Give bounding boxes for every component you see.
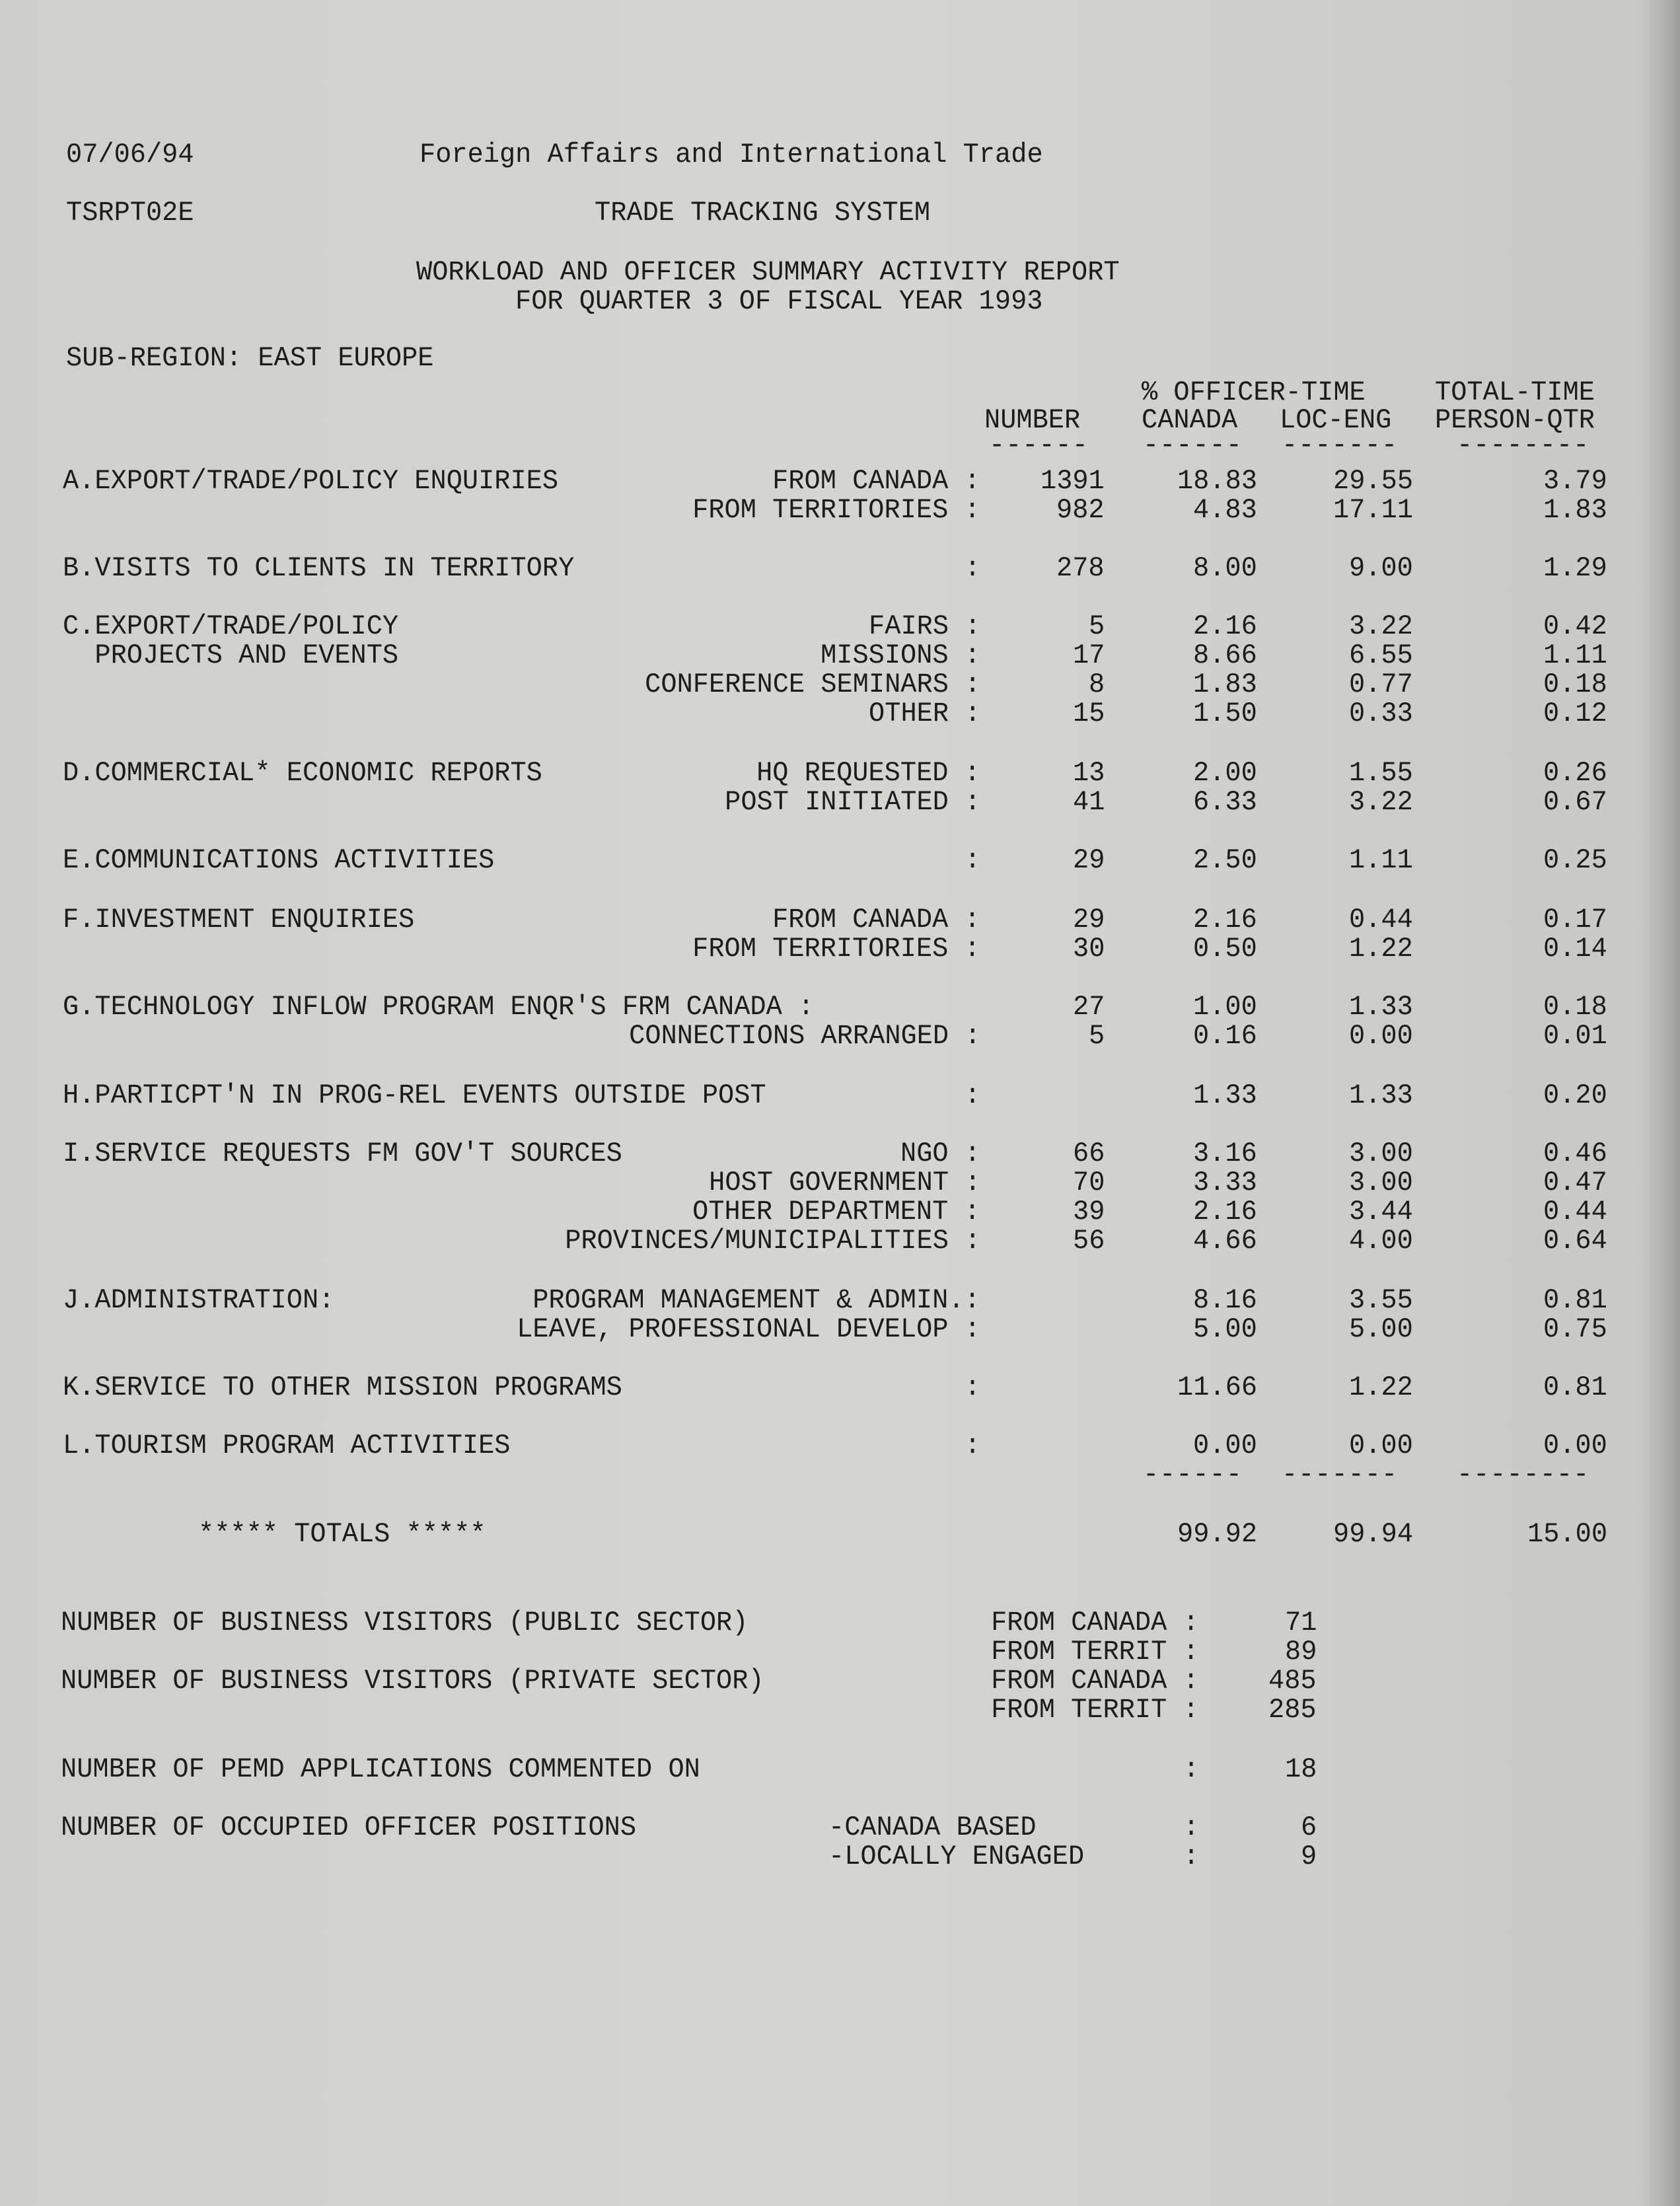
row-canada-pct: 1.00 <box>1193 991 1257 1023</box>
row-canada-pct: 3.16 <box>1193 1138 1257 1169</box>
row-person-qtr: 0.81 <box>1543 1284 1607 1316</box>
sub-region: SUB-REGION: EAST EUROPE <box>66 342 434 374</box>
totals-loc-eng-rule: ------- <box>1282 1459 1399 1490</box>
number-underline: ------ <box>989 429 1089 461</box>
row-number: 39 <box>1072 1196 1105 1228</box>
row-canada-pct: 4.66 <box>1193 1225 1257 1257</box>
number-header: NUMBER <box>984 404 1081 436</box>
visitor-count: 71 <box>1284 1607 1317 1638</box>
row-loc-eng-pct: 6.55 <box>1349 640 1413 671</box>
pemd-colon: : <box>1183 1753 1199 1785</box>
total-time-header: TOTAL-TIME <box>1435 377 1595 408</box>
person-qtr-underline: -------- <box>1457 429 1590 461</box>
row-loc-eng-pct: 3.00 <box>1349 1138 1413 1169</box>
row-category: I.SERVICE REQUESTS FM GOV'T SOURCES <box>63 1138 622 1169</box>
row-subcategory: CONNECTIONS ARRANGED : <box>628 1020 980 1052</box>
row-canada-pct: 8.00 <box>1193 552 1257 584</box>
totals-label: ***** TOTALS ***** <box>198 1518 486 1550</box>
row-canada-pct: 2.16 <box>1193 610 1257 642</box>
visitor-count: 285 <box>1268 1694 1317 1726</box>
row-person-qtr: 0.75 <box>1543 1313 1607 1345</box>
row-number: 278 <box>1056 552 1105 584</box>
canada-header: CANADA <box>1142 404 1238 436</box>
row-person-qtr: 1.29 <box>1543 552 1607 584</box>
totals-canada: 99.92 <box>1177 1518 1257 1550</box>
row-number: 41 <box>1072 786 1105 818</box>
totals-person-qtr-rule: -------- <box>1457 1459 1590 1490</box>
visitor-source: FROM TERRIT : <box>991 1636 1199 1668</box>
row-loc-eng-pct: 1.22 <box>1349 933 1413 965</box>
position-type: -LOCALLY ENGAGED <box>828 1841 1085 1872</box>
row-loc-eng-pct: 1.11 <box>1349 844 1413 876</box>
canada-underline: ------ <box>1143 429 1243 461</box>
row-subcategory: FROM TERRITORIES : <box>692 933 980 965</box>
row-person-qtr: 0.67 <box>1543 786 1607 818</box>
row-subcategory: FAIRS : <box>868 610 980 642</box>
position-colon: : <box>1183 1841 1199 1872</box>
person-qtr-header: PERSON-QTR <box>1435 404 1595 436</box>
row-person-qtr: 0.25 <box>1543 844 1607 876</box>
position-count: 6 <box>1300 1812 1317 1843</box>
row-category: J.ADMINISTRATION: <box>63 1284 335 1316</box>
loc-eng-header: LOC-ENG <box>1280 404 1392 436</box>
visitor-source: FROM CANADA : <box>991 1665 1199 1697</box>
row-canada-pct: 1.33 <box>1193 1080 1257 1111</box>
row-person-qtr: 0.01 <box>1543 1020 1607 1052</box>
row-canada-pct: 11.66 <box>1177 1372 1257 1403</box>
row-loc-eng-pct: 1.33 <box>1349 991 1413 1023</box>
row-canada-pct: 2.16 <box>1193 904 1257 936</box>
row-number: 29 <box>1072 904 1105 936</box>
row-canada-pct: 0.16 <box>1193 1020 1257 1052</box>
visitor-source: FROM CANADA : <box>991 1607 1199 1638</box>
row-loc-eng-pct: 1.55 <box>1349 757 1413 789</box>
row-canada-pct: 8.16 <box>1193 1284 1257 1316</box>
row-subcategory: CONFERENCE SEMINARS : <box>644 669 980 700</box>
row-subcategory: FROM CANADA : <box>772 904 980 936</box>
row-number: 70 <box>1072 1167 1105 1198</box>
row-loc-eng-pct: 29.55 <box>1333 465 1413 497</box>
loc-eng-underline: ------- <box>1282 429 1399 461</box>
report-code: TSRPT02E <box>66 197 194 229</box>
visitor-label: NUMBER OF BUSINESS VISITORS (PUBLIC SECTOR) <box>61 1607 749 1638</box>
row-number: 56 <box>1072 1225 1105 1257</box>
visitor-count: 485 <box>1268 1665 1317 1697</box>
row-person-qtr: 0.64 <box>1543 1225 1607 1257</box>
totals-loc-eng: 99.94 <box>1333 1518 1413 1550</box>
row-number: 8 <box>1088 669 1105 700</box>
position-count: 9 <box>1300 1841 1317 1872</box>
row-loc-eng-pct: 0.77 <box>1349 669 1413 700</box>
row-loc-eng-pct: 5.00 <box>1349 1313 1413 1345</box>
row-canada-pct: 2.16 <box>1193 1196 1257 1228</box>
row-category: H.PARTICPT'N IN PROG-REL EVENTS OUTSIDE POST <box>63 1080 766 1111</box>
row-number: 5 <box>1088 1020 1105 1052</box>
row-loc-eng-pct: 0.33 <box>1349 698 1413 729</box>
row-number: 15 <box>1072 698 1105 729</box>
row-category: G.TECHNOLOGY INFLOW PROGRAM ENQR'S FRM CANADA : <box>63 991 815 1023</box>
row-category: F.INVESTMENT ENQUIRIES <box>63 904 415 936</box>
row-person-qtr: 0.20 <box>1543 1080 1607 1111</box>
report-title: WORKLOAD AND OFFICER SUMMARY ACTIVITY REPORT <box>416 256 1120 288</box>
position-colon: : <box>1183 1812 1199 1843</box>
row-loc-eng-pct: 3.44 <box>1349 1196 1413 1228</box>
row-canada-pct: 8.66 <box>1193 640 1257 671</box>
row-number: 66 <box>1072 1138 1105 1169</box>
row-subcategory: POST INITIATED : <box>724 786 980 818</box>
row-loc-eng-pct: 3.55 <box>1349 1284 1413 1316</box>
positions-label: NUMBER OF OCCUPIED OFFICER POSITIONS <box>61 1812 637 1843</box>
row-category: PROJECTS AND EVENTS <box>63 640 399 671</box>
row-number: 1391 <box>1041 465 1105 497</box>
row-subcategory: FROM CANADA : <box>772 465 980 497</box>
row-person-qtr: 0.26 <box>1543 757 1607 789</box>
visitor-source: FROM TERRIT : <box>991 1694 1199 1726</box>
visitor-count: 89 <box>1284 1636 1317 1668</box>
row-subcategory: NGO : <box>900 1138 980 1169</box>
row-person-qtr: 3.79 <box>1543 465 1607 497</box>
row-subcategory: FROM TERRITORIES : <box>692 494 980 526</box>
row-person-qtr: 0.44 <box>1543 1196 1607 1228</box>
department-name: Foreign Affairs and International Trade <box>420 139 1043 170</box>
row-subcategory: PROVINCES/MUNICIPALITIES : <box>564 1225 980 1257</box>
row-category: K.SERVICE TO OTHER MISSION PROGRAMS <box>63 1372 622 1403</box>
row-person-qtr: 0.47 <box>1543 1167 1607 1198</box>
row-person-qtr: 0.12 <box>1543 698 1607 729</box>
row-canada-pct: 4.83 <box>1193 494 1257 526</box>
row-category: D.COMMERCIAL* ECONOMIC REPORTS <box>63 757 542 789</box>
totals-person-qtr: 15.00 <box>1527 1518 1607 1550</box>
row-subcategory: : <box>964 844 980 876</box>
row-number: 30 <box>1072 933 1105 965</box>
row-subcategory: : <box>964 1372 980 1403</box>
row-person-qtr: 0.14 <box>1543 933 1607 965</box>
row-canada-pct: 2.00 <box>1193 757 1257 789</box>
row-subcategory: MISSIONS : <box>821 640 980 671</box>
row-person-qtr: 0.18 <box>1543 991 1607 1023</box>
row-loc-eng-pct: 0.00 <box>1349 1430 1413 1461</box>
row-loc-eng-pct: 0.44 <box>1349 904 1413 936</box>
page-edge-shadow <box>1640 0 1680 2206</box>
row-subcategory: OTHER : <box>868 698 980 729</box>
row-loc-eng-pct: 17.11 <box>1333 494 1413 526</box>
row-number: 27 <box>1072 991 1105 1023</box>
row-person-qtr: 0.81 <box>1543 1372 1607 1403</box>
row-category: A.EXPORT/TRADE/POLICY ENQUIRIES <box>63 465 559 497</box>
row-loc-eng-pct: 4.00 <box>1349 1225 1413 1257</box>
report-date: 07/06/94 <box>66 139 194 170</box>
row-person-qtr: 0.18 <box>1543 669 1607 700</box>
row-subcategory: PROGRAM MANAGEMENT & ADMIN.: <box>532 1284 980 1316</box>
row-loc-eng-pct: 0.00 <box>1349 1020 1413 1052</box>
row-person-qtr: 0.42 <box>1543 610 1607 642</box>
row-subcategory: : <box>964 1430 980 1461</box>
pemd-label: NUMBER OF PEMD APPLICATIONS COMMENTED ON <box>61 1753 700 1785</box>
row-loc-eng-pct: 3.22 <box>1349 610 1413 642</box>
row-canada-pct: 2.50 <box>1193 844 1257 876</box>
row-loc-eng-pct: 3.22 <box>1349 786 1413 818</box>
row-number: 5 <box>1088 610 1105 642</box>
row-subcategory: HQ REQUESTED : <box>756 757 980 789</box>
row-number: 13 <box>1072 757 1105 789</box>
row-canada-pct: 1.50 <box>1193 698 1257 729</box>
row-loc-eng-pct: 1.22 <box>1349 1372 1413 1403</box>
row-subcategory: HOST GOVERNMENT : <box>708 1167 980 1198</box>
pct-officer-time-header: % OFFICER-TIME <box>1142 377 1366 408</box>
row-subcategory: LEAVE, PROFESSIONAL DEVELOP : <box>517 1313 980 1345</box>
totals-canada-rule: ------ <box>1143 1459 1243 1490</box>
row-canada-pct: 0.00 <box>1193 1430 1257 1461</box>
row-category: B.VISITS TO CLIENTS IN TERRITORY <box>63 552 575 584</box>
row-canada-pct: 0.50 <box>1193 933 1257 965</box>
row-subcategory: OTHER DEPARTMENT : <box>692 1196 980 1228</box>
row-subcategory: : <box>964 552 980 584</box>
row-number: 17 <box>1072 640 1105 671</box>
row-person-qtr: 1.83 <box>1543 494 1607 526</box>
row-canada-pct: 3.33 <box>1193 1167 1257 1198</box>
system-name: TRADE TRACKING SYSTEM <box>595 197 931 229</box>
row-loc-eng-pct: 3.00 <box>1349 1167 1413 1198</box>
row-category: C.EXPORT/TRADE/POLICY <box>63 610 399 642</box>
row-loc-eng-pct: 9.00 <box>1349 552 1413 584</box>
row-category: L.TOURISM PROGRAM ACTIVITIES <box>63 1430 511 1461</box>
pemd-count: 18 <box>1284 1753 1317 1785</box>
row-canada-pct: 5.00 <box>1193 1313 1257 1345</box>
row-canada-pct: 18.83 <box>1177 465 1257 497</box>
visitor-label: NUMBER OF BUSINESS VISITORS (PRIVATE SECTOR) <box>61 1665 764 1697</box>
row-loc-eng-pct: 1.33 <box>1349 1080 1413 1111</box>
row-subcategory: : <box>964 1080 980 1111</box>
row-canada-pct: 1.83 <box>1193 669 1257 700</box>
row-person-qtr: 0.00 <box>1543 1430 1607 1461</box>
row-category: E.COMMUNICATIONS ACTIVITIES <box>63 844 495 876</box>
report-period: FOR QUARTER 3 OF FISCAL YEAR 1993 <box>515 285 1043 317</box>
row-canada-pct: 6.33 <box>1193 786 1257 818</box>
row-number: 29 <box>1072 844 1105 876</box>
row-person-qtr: 0.17 <box>1543 904 1607 936</box>
row-person-qtr: 1.11 <box>1543 640 1607 671</box>
row-person-qtr: 0.46 <box>1543 1138 1607 1169</box>
row-number: 982 <box>1056 494 1105 526</box>
position-type: -CANADA BASED <box>828 1812 1037 1843</box>
